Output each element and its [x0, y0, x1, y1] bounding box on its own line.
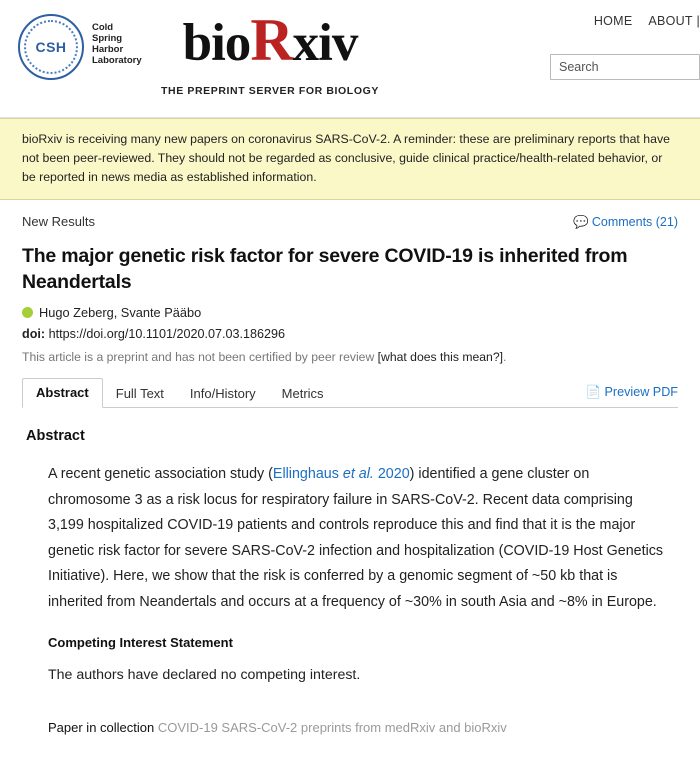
biorxiv-bio: bio: [182, 14, 251, 72]
biorxiv-logo[interactable]: [155, 7, 385, 97]
abstract-part-2: ) identified a gene cluster on chromosome 3 as a risk locus for respiratory failure in SARS-CoV-2. Recent data comprising 3,199 hospitalized COVID-19 patients and controls reproduce this and find that it is the major genetic risk factor for severe SARS-CoV-2 infection and hospitalization (COVID-19 Host Genetics Initiative). Here, we show that the risk is conferred by a genomic segment of ~50 kb that is inherited from Neandertals and occurs at a frequency of ~30% in south Asia and ~8% in Europe.: [48, 466, 664, 610]
tab-info-history[interactable]: Info/History: [189, 386, 256, 401]
preprint-disclaimer-period: .: [503, 350, 507, 364]
article-tabs: [22, 378, 678, 408]
biorxiv-tagline: THE PREPRINT SERVER FOR BIOLOGY: [161, 85, 379, 97]
search-input[interactable]: Search: [550, 54, 700, 80]
orcid-icon[interactable]: [22, 307, 33, 318]
site-header: [0, 0, 700, 118]
citation-etal: et al.: [342, 466, 374, 482]
cshl-logo[interactable]: [18, 8, 154, 80]
comment-bubble-icon: 💬: [573, 215, 589, 229]
preview-pdf-label: Preview PDF: [604, 385, 678, 399]
citation-year: 2020: [377, 466, 410, 482]
nav-divider: |: [696, 14, 700, 28]
abstract-heading: Abstract: [26, 428, 85, 444]
cshl-line-4: Laboratory: [92, 55, 142, 66]
author-list: [22, 305, 678, 320]
cshl-line-3: Harbor: [92, 44, 124, 55]
biorxiv-r: R: [250, 7, 293, 73]
abstract-panel: [0, 408, 700, 735]
article-category: New Results: [22, 214, 95, 229]
cshl-line-2: Spring: [92, 33, 123, 44]
cshl-initials: CSH: [35, 39, 67, 55]
biorxiv-xiv: xiv: [292, 14, 358, 72]
article-meta-row: [22, 214, 678, 230]
collection-value[interactable]: COVID-19 SARS-CoV-2 preprints from medRxiv and bioRxiv: [157, 720, 507, 735]
what-does-this-mean-link[interactable]: [what does this mean?]: [377, 350, 503, 364]
comments-label: Comments (21): [591, 215, 678, 229]
article-header: [0, 200, 700, 408]
doi-line: [22, 327, 678, 341]
tab-metrics[interactable]: Metrics: [281, 386, 324, 401]
doi-value[interactable]: https://doi.org/10.1101/2020.07.03.186296: [48, 327, 286, 341]
preprint-disclaimer: [22, 350, 678, 364]
nav-home[interactable]: HOME: [593, 14, 633, 28]
pdf-file-icon: 📄: [585, 385, 602, 399]
citation-link[interactable]: [273, 466, 410, 482]
tab-full-text[interactable]: Full Text: [115, 386, 164, 401]
citation-author: Ellinghaus: [272, 466, 339, 482]
abstract-paragraph: [26, 462, 674, 615]
collection-label: Paper in collection: [48, 720, 155, 735]
comments-link[interactable]: [573, 215, 678, 230]
cshl-wordmark: [92, 22, 154, 66]
cshl-circle-icon: [18, 14, 84, 80]
biorxiv-wordmark: [155, 7, 385, 73]
nav-about[interactable]: ABOUT: [648, 14, 693, 28]
preprint-disclaimer-text: This article is a preprint and has not been certified by peer review: [22, 350, 375, 364]
cshl-line-1: Cold: [92, 22, 114, 33]
abstract-part-1: A recent genetic association study (: [48, 466, 273, 482]
paper-collection: [48, 708, 674, 735]
competing-interest-heading: Competing Interest Statement: [48, 635, 233, 650]
author-names[interactable]: Hugo Zeberg, Svante Pääbo: [39, 305, 202, 320]
doi-label: doi:: [22, 327, 46, 341]
preview-pdf-link[interactable]: [586, 385, 678, 407]
competing-interest-text: The authors have declared no competing interest.: [48, 667, 361, 683]
covid-notice-banner: bioRxiv is receiving many new papers on coronavirus SARS-CoV-2. A reminder: these are preliminary reports that have not been peer-reviewed. They should not be regarded as conclusive, guide clinical practice/health-related behavior, or be reported in news media as established information.: [0, 118, 700, 200]
page-title: The major genetic risk factor for severe COVID-19 is inherited from Neandertals: [22, 245, 628, 293]
top-navigation: [582, 14, 700, 28]
tab-abstract[interactable]: Abstract: [22, 378, 103, 408]
